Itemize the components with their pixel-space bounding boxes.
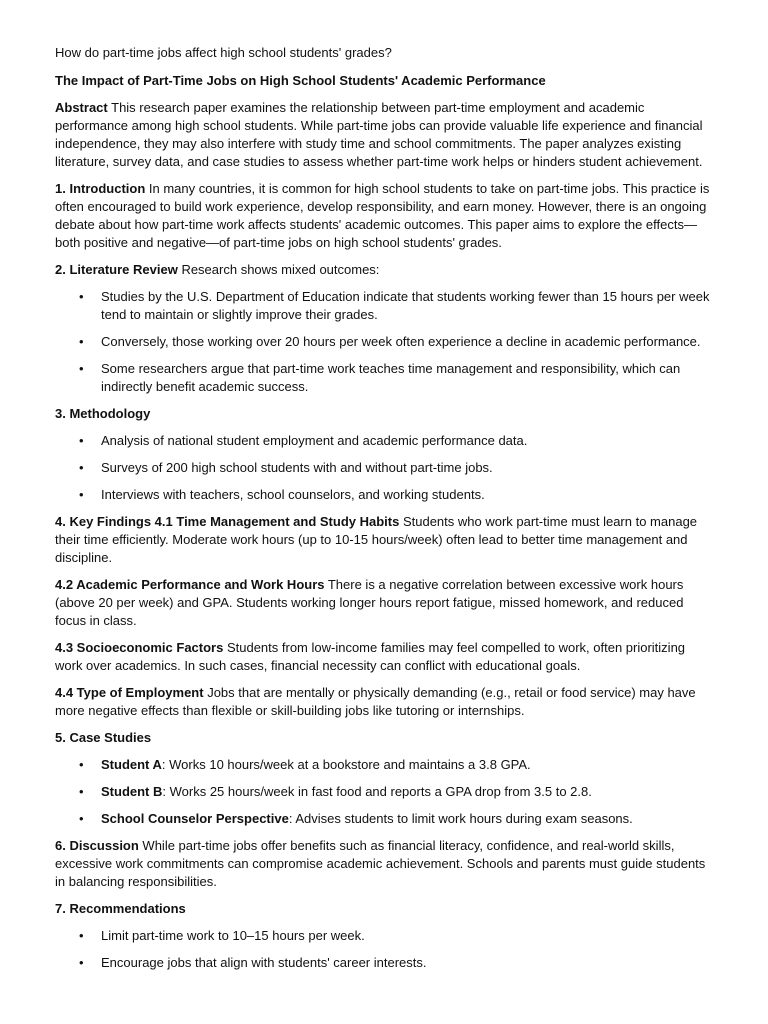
paper-title: The Impact of Part-Time Jobs on High School Students' Academic Performance: [55, 73, 546, 88]
finding-4-4-text: Jobs that are mentally or physically demanding (e.g., retail or food service) may have more negative effects than flexible or skill-building jobs like tutoring or internships.: [55, 685, 696, 718]
literature-heading: 2. Literature Review: [55, 262, 178, 277]
literature-paragraph: [55, 261, 712, 279]
finding-4-3-paragraph: [55, 639, 712, 675]
methodology-heading: 3. Methodology: [55, 406, 151, 421]
introduction-text: In many countries, it is common for high school students to take on part-time jobs. This practice is often encouraged to build work experience, develop responsibility, and earn money. However, there is an ongoing debate about how part-time work affects students' academic outcomes. This paper aims to explore the effects—both positive and negative—of part-time jobs on high school students' grades.: [55, 181, 710, 250]
finding-4-3-text: Students from low-income families may feel compelled to work, often prioritizing work over academics. In such cases, financial necessity can conflict with educational goals.: [55, 640, 686, 673]
case-text: : Works 10 hours/week at a bookstore and maintains a 3.8 GPA.: [161, 757, 531, 772]
list-item: [101, 756, 712, 774]
list-item: • Analysis of national student employment and academic performance data.: [101, 432, 712, 450]
case-label: Student A: [101, 757, 162, 772]
case-text: : Advises students to limit work hours during exam seasons.: [288, 811, 633, 826]
list-item: • Limit part-time work to 10–15 hours per week.: [101, 927, 712, 945]
abstract-text: This research paper examines the relationship between part-time employment and academic performance among high school students. While part-time jobs can provide valuable life experience and financial independence, they may also interfere with study time and school commitments. The paper analyzes existing literature, survey data, and case studies to assess whether part-time work helps or hinders student achievement.: [55, 100, 703, 169]
introduction-paragraph: [55, 180, 712, 252]
finding-4-2-paragraph: [55, 576, 712, 630]
case-studies-heading: 5. Case Studies: [55, 730, 152, 745]
finding-4-2-heading: 4.2 Academic Performance and Work Hours: [55, 577, 325, 592]
introduction-heading: 1. Introduction: [55, 181, 146, 196]
case-studies-list: [55, 756, 712, 828]
recommendations-heading: 7. Recommendations: [55, 901, 186, 916]
list-item: [101, 783, 712, 801]
list-item: • Encourage jobs that align with students' career interests.: [101, 954, 712, 972]
abstract-heading: Abstract: [55, 100, 108, 115]
finding-4-1-heading: 4. Key Findings 4.1 Time Management and Study Habits: [55, 514, 400, 529]
methodology-list: [55, 432, 712, 504]
list-item: • Surveys of 200 high school students with and without part-time jobs.: [101, 459, 712, 477]
finding-4-2-text: There is a negative correlation between excessive work hours (above 20 per week) and GPA. Students working longer hours report fatigue, missed homework, and reduced focus in class.: [55, 577, 684, 628]
list-item: • Studies by the U.S. Department of Education indicate that students working fewer than 15 hours per week tend to maintain or slightly improve their grades.: [101, 288, 712, 324]
discussion-heading: 6. Discussion: [55, 838, 139, 853]
list-item: [101, 810, 712, 828]
case-label: Student B: [101, 784, 163, 799]
case-label: School Counselor Perspective: [101, 811, 289, 826]
recommendations-list: [55, 927, 712, 972]
finding-4-1-paragraph: [55, 513, 712, 567]
list-item: • Conversely, those working over 20 hours per week often experience a decline in academic performance.: [101, 333, 712, 351]
finding-4-3-heading: 4.3 Socioeconomic Factors: [55, 640, 224, 655]
finding-4-4-heading: 4.4 Type of Employment: [55, 685, 204, 700]
literature-list: [55, 288, 712, 396]
research-question: How do part-time jobs affect high school students' grades?: [55, 45, 392, 60]
case-text: : Works 25 hours/week in fast food and reports a GPA drop from 3.5 to 2.8.: [162, 784, 592, 799]
list-item: • Interviews with teachers, school counselors, and working students.: [101, 486, 712, 504]
list-item: • Some researchers argue that part-time work teaches time management and responsibility, which can indirectly benefit academic success.: [101, 360, 712, 396]
discussion-text: While part-time jobs offer benefits such as financial literacy, confidence, and real-world skills, excessive work commitments can compromise academic achievement. Schools and parents must guide students in balancing responsibilities.: [55, 838, 706, 889]
finding-4-1-text: Students who work part-time must learn to manage their time efficiently. Moderate work hours (up to 10-15 hours/week) often lead to better time management and discipline.: [55, 514, 698, 565]
discussion-paragraph: [55, 837, 712, 891]
finding-4-4-paragraph: [55, 684, 712, 720]
abstract-paragraph: [55, 99, 712, 171]
literature-text: Research shows mixed outcomes:: [177, 262, 380, 277]
